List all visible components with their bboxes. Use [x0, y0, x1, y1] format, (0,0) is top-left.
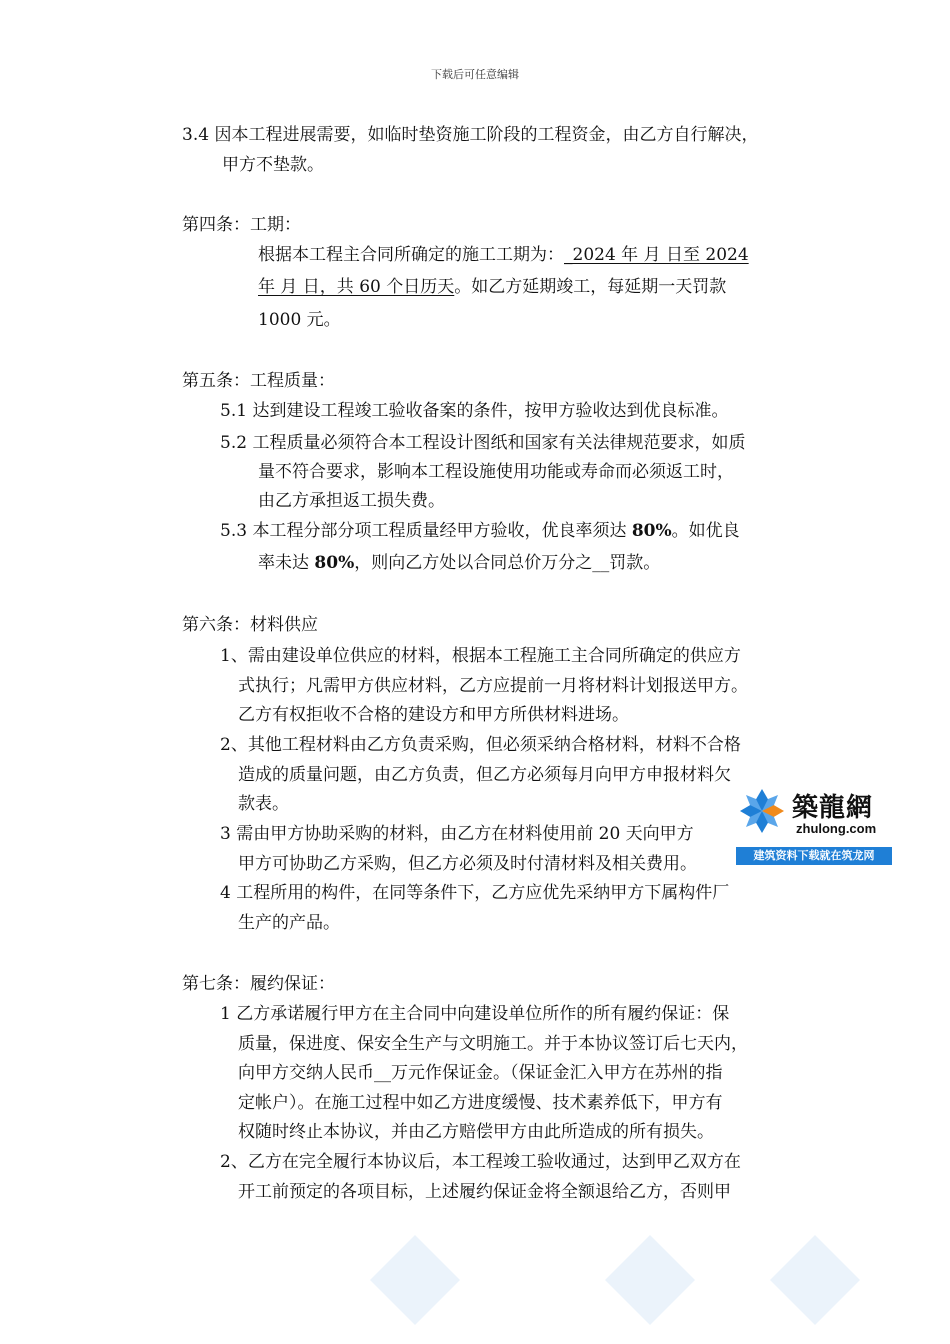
section-4-line-1-text: 根据本工程主合同所确定的施工工期为：: [258, 245, 564, 265]
watermark-snowflake-icon: [770, 1235, 860, 1325]
zhulong-snowflake-icon: [738, 787, 786, 835]
section-4-line-1: [258, 245, 749, 265]
clause-5-3-text-d: ，则向乙方处以合同总价万分之__罚款。: [354, 553, 661, 573]
logo-banner: 建筑资料下载就在筑龙网: [736, 847, 892, 865]
logo-domain: zhulong.com: [796, 821, 877, 836]
zhulong-logo: [736, 785, 892, 867]
clause-5-2-line-3: 由乙方承担返工损失费。: [258, 491, 445, 511]
clause-6-4-line-1: 4 工程所用的构件，在同等条件下，乙方应优先采纳甲方下属构件厂: [220, 883, 730, 903]
clause-5-3-rate-b: 80%: [314, 553, 355, 573]
clause-5-3-text-a: 5.3 本工程分部分项工程质量经甲方验收，优良率须达: [220, 521, 632, 541]
clause-5-1: 5.1 达到建设工程竣工验收备案的条件，按甲方验收达到优良标准。: [220, 401, 729, 421]
clause-6-3-line-2: 甲方可协助乙方采购，但乙方必须及时付清材料及相关费用。: [238, 854, 697, 874]
clause-6-1-line-1: 1、需由建设单位供应的材料，根据本工程施工主合同所确定的供应方: [220, 646, 741, 666]
clause-5-2-line-1: 5.2 工程质量必须符合本工程设计图纸和国家有关法律规范要求，如质: [220, 433, 746, 453]
section-4-title: 第四条：工期：: [182, 215, 301, 235]
clause-6-1-line-3: 乙方有权拒收不合格的建设方和甲方所供材料进场。: [238, 705, 629, 725]
clause-5-3-line-1: [220, 521, 740, 541]
clause-6-2-line-2: 造成的质量问题，由乙方负责，但乙方必须每月向甲方申报材料欠: [238, 765, 731, 785]
clause-7-1-line-2: 质量，保进度、保安全生产与文明施工。并于本协议签订后七天内，: [238, 1034, 748, 1054]
clause-7-1-line-4: 定帐户）。在施工过程中如乙方进度缓慢、技术素养低下，甲方有: [238, 1093, 723, 1113]
clause-5-3-rate-a: 80%: [631, 521, 672, 541]
section-4-line-2-text: 。如乙方延期竣工，每延期一天罚款: [454, 277, 727, 297]
clause-6-2-line-1: 2、其他工程材料由乙方负责采购，但必须采纳合格材料，材料不合格: [220, 735, 741, 755]
section-4-line-3: 1000 元。: [258, 310, 341, 330]
clause-6-2-line-3: 款表。: [238, 794, 289, 814]
clause-7-1-line-3: 向甲方交纳人民币__万元作保证金。（保证金汇入甲方在苏州的指: [238, 1063, 723, 1083]
header-note: 下载后可任意编辑: [431, 68, 519, 81]
clause-5-3-text-b: 。如优良: [671, 521, 740, 541]
clause-7-2-line-1: 2、乙方在完全履行本协议后，本工程竣工验收通过，达到甲乙双方在: [220, 1152, 741, 1172]
clause-7-2-line-2: 开工前预定的各项目标，上述履约保证金将全额退给乙方，否则甲: [238, 1182, 731, 1202]
clause-7-1-line-1: 1 乙方承诺履行甲方在主合同中向建设单位所作的所有履约保证：保: [220, 1004, 730, 1024]
clause-3-4-line-1: 3.4 因本工程进展需要，如临时垫资施工阶段的工程资金，由乙方自行解决，: [182, 125, 759, 145]
clause-5-2-line-2: 量不符合要求，影响本工程设施使用功能或寿命而必须返工时，: [258, 462, 734, 482]
watermark-snowflake-icon: [370, 1235, 460, 1325]
schedule-duration-underlined: 年 月 日，共 60 个日历天: [258, 277, 455, 297]
clause-7-1-line-5: 权随时终止本协议，并由乙方赔偿甲方由此所造成的所有损失。: [238, 1122, 714, 1142]
section-4-line-2: [258, 277, 726, 297]
watermark-snowflake-icon: [605, 1235, 695, 1325]
schedule-dates-underlined: _2024 年 月 日至 2024: [564, 245, 749, 265]
section-6-title: 第六条：材料供应: [182, 615, 318, 635]
clause-6-3-line-1: 3 需由甲方协助采购的材料，由乙方在材料使用前 20 天向甲方: [220, 824, 694, 844]
logo-name: 築龍網: [792, 793, 874, 823]
clause-3-4-line-2: 甲方不垫款。: [222, 155, 324, 175]
section-5-title: 第五条：工程质量：: [182, 371, 335, 391]
clause-5-3-text-c: 率未达: [258, 553, 315, 573]
clause-6-4-line-2: 生产的产品。: [238, 913, 340, 933]
clause-5-3-line-2: [258, 553, 660, 573]
section-7-title: 第七条：履约保证：: [182, 974, 335, 994]
clause-6-1-line-2: 式执行；凡需甲方供应材料，乙方应提前一月将材料计划报送甲方。: [238, 676, 748, 696]
